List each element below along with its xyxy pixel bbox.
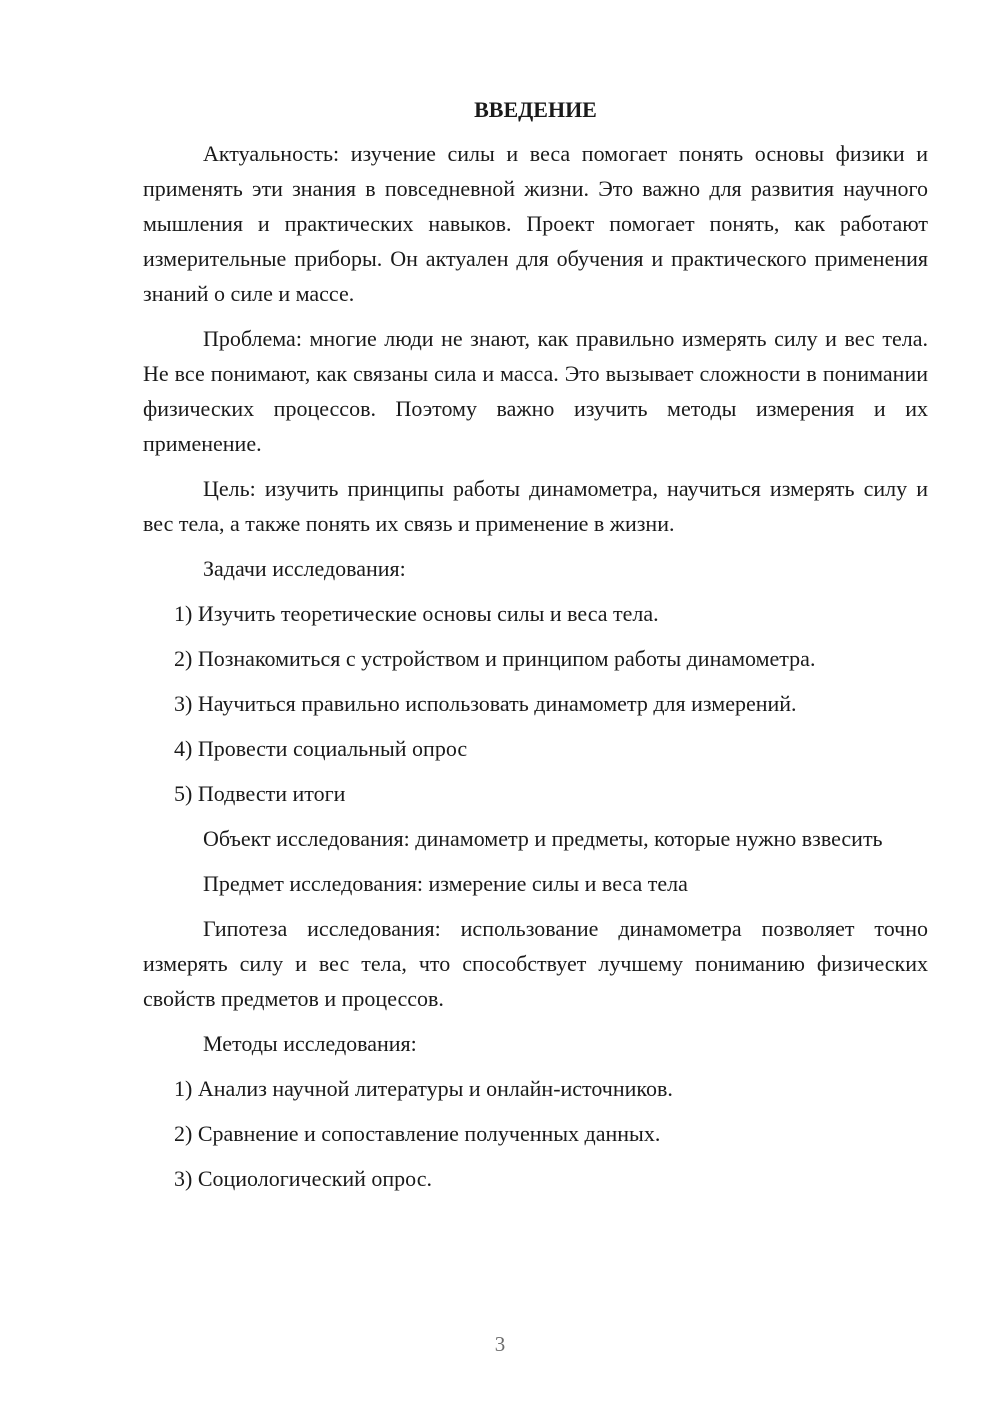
page-title: ВВЕДЕНИЕ [474, 97, 597, 122]
goal-paragraph: Цель: изучить принципы работы динамометра, научиться измерять силу и вес тела, а также понять их связь и применение в жизни. [143, 476, 928, 536]
task-item: 3) Научиться правильно использовать динамометр для измерений. [174, 691, 797, 716]
document-page [143, 92, 928, 1206]
subject-paragraph: Предмет исследования: измерение силы и веса тела [203, 871, 688, 896]
tasks-heading: Задачи исследования: [203, 556, 406, 581]
object-paragraph: Объект исследования: динамометр и предметы, которые нужно взвесить [203, 826, 883, 851]
relevance-paragraph: Актуальность: изучение силы и веса помогает понять основы физики и применять эти знания в повседневной жизни. Это важно для развития научного мышления и практических навыков. Проект помогает понять, как работают измерительные приборы. Он актуален для обучения и практического применения знаний о силе и массе. [143, 141, 928, 306]
task-item: 1) Изучить теоретические основы силы и веса тела. [174, 601, 659, 626]
problem-paragraph: Проблема: многие люди не знают, как правильно измерять силу и вес тела. Не все понимают, как связаны сила и масса. Это вызывает сложности в понимании физических процессов. Поэтому важно изучить методы измерения и их применение. [143, 326, 928, 456]
task-item: 2) Познакомиться с устройством и принципом работы динамометра. [174, 646, 816, 671]
hypothesis-paragraph: Гипотеза исследования: использование динамометра позволяет точно измерять силу и вес тела, что способствует лучшему пониманию физических свойств предметов и процессов. [143, 916, 928, 1011]
method-item: 1) Анализ научной литературы и онлайн-источников. [174, 1076, 673, 1101]
methods-heading: Методы исследования: [203, 1031, 417, 1056]
page-number: 3 [494, 1332, 506, 1356]
method-item: 2) Сравнение и сопоставление полученных данных. [174, 1121, 661, 1146]
task-item: 5) Подвести итоги [174, 781, 346, 806]
method-item: 3) Социологический опрос. [174, 1166, 432, 1191]
task-item: 4) Провести социальный опрос [174, 736, 468, 761]
